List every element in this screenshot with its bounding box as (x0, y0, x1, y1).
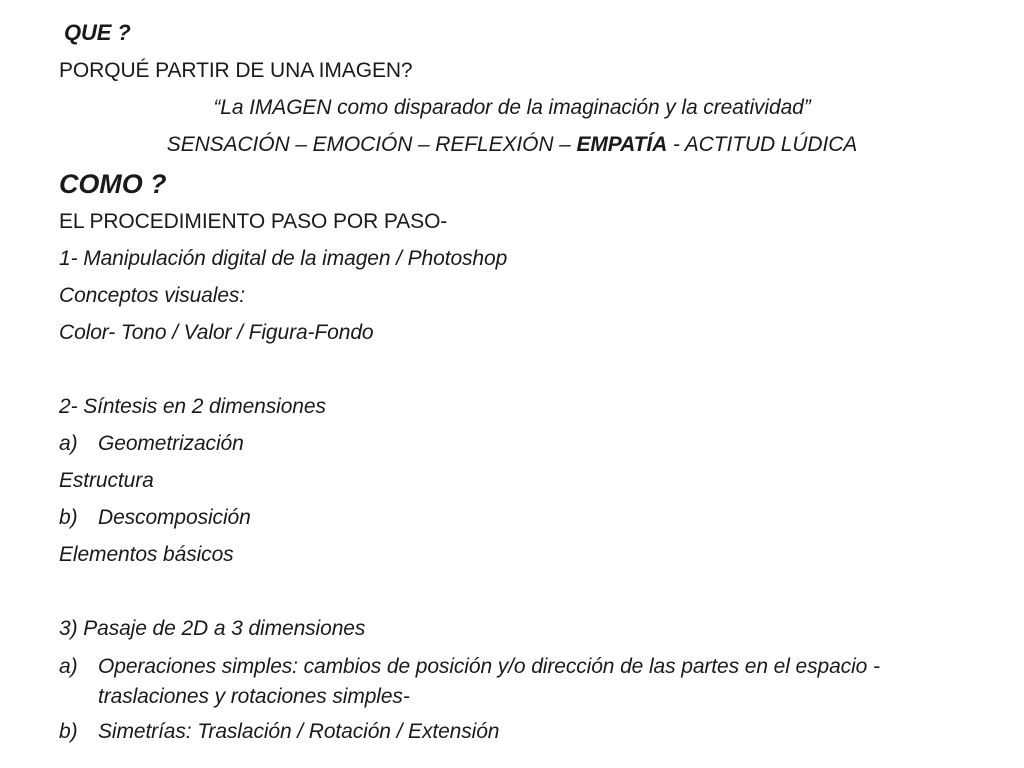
step3-item-b: Simetrías: Traslación / Rotación / Extensión (98, 720, 500, 743)
step3-marker-b: b) (59, 720, 78, 743)
step2-item-b: Descomposición (98, 506, 251, 529)
step3-title: 3) Pasaje de 2D a 3 dimensiones (59, 617, 366, 640)
como-heading: COMO ? (59, 169, 167, 199)
question-text: PORQUÉ PARTIR DE UNA IMAGEN? (59, 59, 413, 82)
concepts-text-after: - ACTITUD LÚDICA (667, 133, 858, 156)
step1-line-1: Conceptos visuales: (59, 284, 246, 307)
quote-text: “La IMAGEN como disparador de la imaginación y la creatividad” (213, 96, 811, 119)
step3-item-a-line2: traslaciones y rotaciones simples- (98, 685, 410, 708)
concepts-empatia: EMPATÍA (576, 133, 668, 156)
step2-marker-a: a) (59, 432, 78, 455)
step2-item-b-note: Elementos básicos (59, 543, 234, 566)
step2-item-a-note: Estructura (59, 469, 154, 492)
step2-marker-b: b) (59, 506, 78, 529)
concepts-text-before: SENSACIÓN – EMOCIÓN – REFLEXIÓN – (166, 133, 577, 156)
step3-marker-a: a) (59, 655, 78, 678)
step2-item-a: Geometrización (98, 432, 244, 455)
step1-title: 1- Manipulación digital de la imagen / Photoshop (59, 247, 508, 270)
concepts-line (0, 134, 1024, 155)
step2-title: 2- Síntesis en 2 dimensiones (59, 395, 326, 418)
que-heading: QUE ? (64, 20, 131, 45)
step3-item-a-line1: Operaciones simples: cambios de posición y/o dirección de las partes en el espacio - (98, 655, 880, 678)
step1-line-2: Color- Tono / Valor / Figura-Fondo (59, 321, 374, 344)
procedure-text: EL PROCEDIMIENTO PASO POR PASO- (59, 210, 448, 233)
